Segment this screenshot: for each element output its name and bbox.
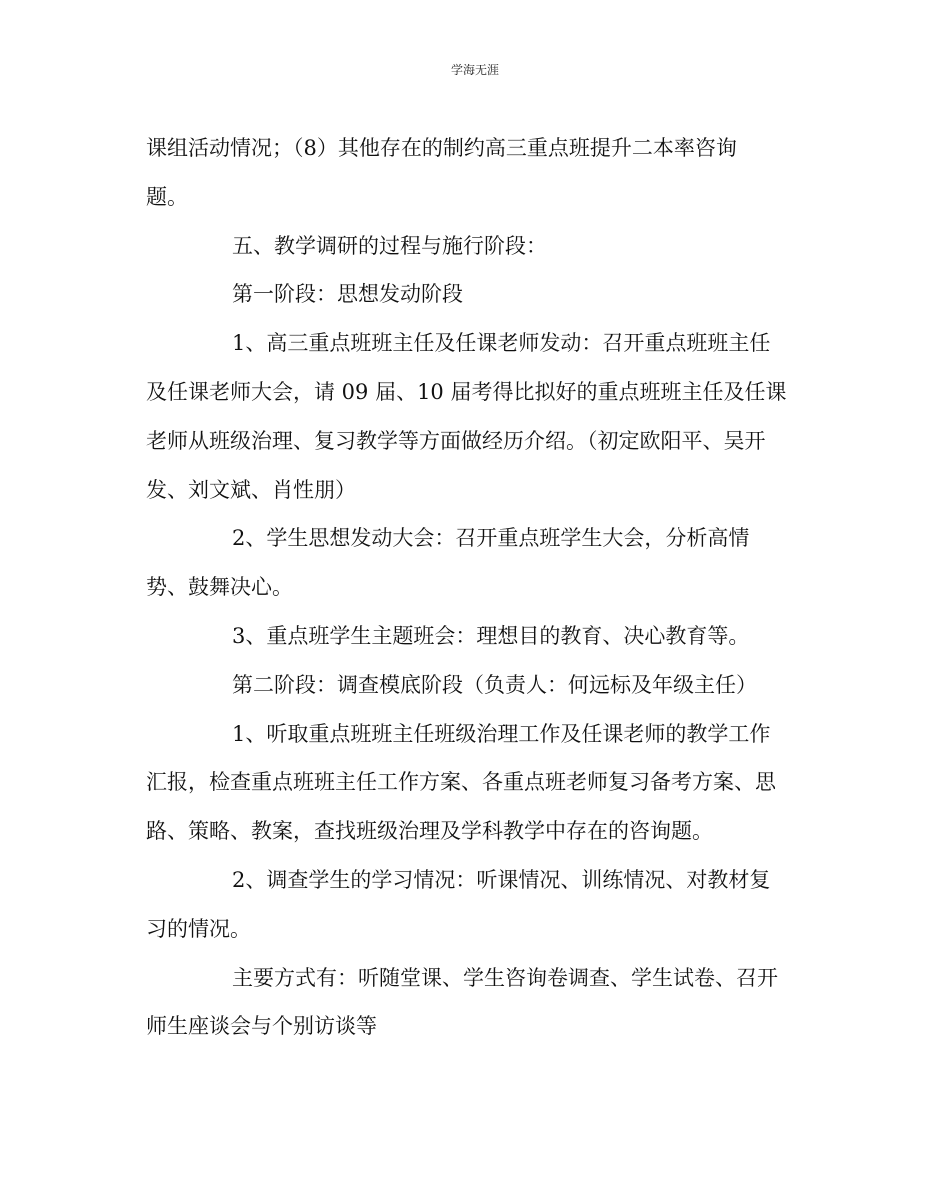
text-line: 3、重点班学生主题班会：理想目的教育、决心教育等。 [232, 623, 750, 648]
text-line: 2、调查学生的学习情况：听课情况、训练情况、对教材复 [232, 867, 771, 892]
text-line: 2、学生思想发动大会：召开重点班学生大会，分析高情 [232, 526, 750, 551]
text-line: 习的情况。 [146, 916, 251, 941]
text-line: 题。 [146, 184, 188, 209]
text-line: 汇报，检查重点班班主任工作方案、各重点班老师复习备考方案、思 [146, 770, 776, 795]
text-line: 发、刘文斌、肖性朋） [146, 477, 356, 502]
text-line: 老师从班级治理、复习教学等方面做经历介绍。（初定欧阳平、吴开 [146, 428, 766, 453]
text-line: 势、鼓舞决心。 [146, 575, 293, 600]
document-body [146, 124, 806, 1051]
text-line: 师生座谈会与个别访谈等 [146, 1014, 377, 1039]
stage-heading: 第二阶段：调查模底阶段（负责人：何远标及年级主任） [232, 672, 757, 697]
page-header: 学海无涯 [450, 63, 499, 77]
text-line: 课组活动情况；（8）其他存在的制约高三重点班提升二本率咨询 [146, 136, 737, 160]
text-line: 主要方式有：听随堂课、学生咨询卷调查、学生试卷、召开 [232, 965, 778, 990]
text-line: 路、策略、教案，查找班级治理及学科教学中存在的咨询题。 [146, 819, 713, 844]
stage-heading: 第一阶段：思想发动阶段 [232, 282, 463, 307]
section-heading: 五、教学调研的过程与施行阶段： [232, 233, 547, 258]
text-line: 1、高三重点班班主任及任课老师发动：召开重点班班主任 [232, 331, 771, 356]
text-line: 及任课老师大会，请 09 届、10 届考得比拟好的重点班班主任及任课 [146, 379, 787, 404]
text-line: 1、听取重点班班主任班级治理工作及任课老师的教学工作 [232, 721, 771, 746]
